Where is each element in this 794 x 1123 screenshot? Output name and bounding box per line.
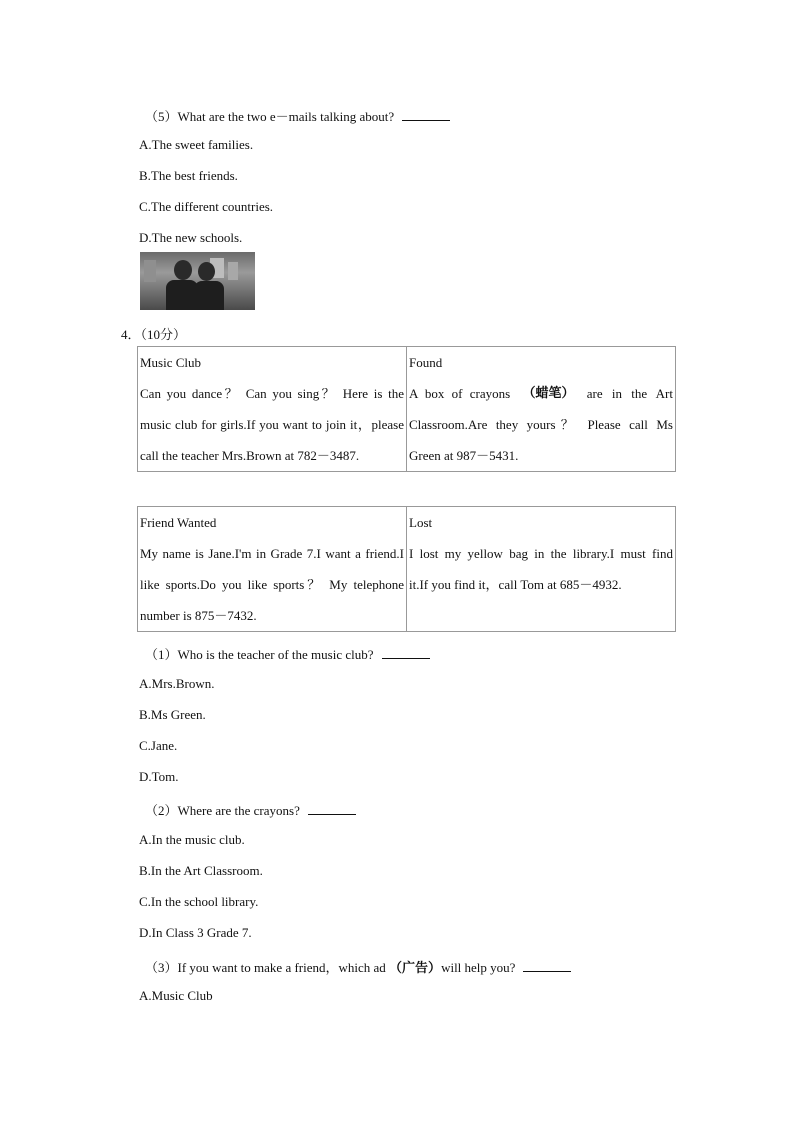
ad-line: Can you dance？ Can you sing？ Here is the bbox=[140, 386, 404, 401]
lost-ad bbox=[407, 507, 676, 632]
ad-line: Classroom.Are they yours？ Please call Ms bbox=[409, 417, 673, 432]
ad-line: Green at 987－5431. bbox=[409, 448, 519, 463]
ad-title: Found bbox=[409, 355, 443, 370]
q2-option-d: D.In Class 3 Grade 7. bbox=[139, 925, 252, 940]
q2-option-a: A.In the music club. bbox=[139, 832, 245, 847]
q1-question: （1）Who is the teacher of the music club? bbox=[145, 644, 430, 663]
ads-table-bottom bbox=[137, 506, 676, 632]
q5-option-a: A.The sweet families. bbox=[139, 137, 254, 152]
ad-line: I lost my yellow bag in the library.I must find bbox=[409, 546, 673, 561]
ad-title: Lost bbox=[409, 515, 433, 530]
q2-option-b: B.In the Art Classroom. bbox=[139, 863, 263, 878]
friend-wanted-ad bbox=[138, 507, 407, 632]
q5-option-c: C.The different countries. bbox=[139, 199, 274, 214]
ad-line: number is 875－7432. bbox=[140, 608, 257, 623]
q1-option-c: C.Jane. bbox=[139, 738, 178, 753]
answer-blank[interactable] bbox=[382, 648, 430, 659]
section-heading: 4．（10分） bbox=[121, 327, 187, 342]
q5-option-b: B.The best friends. bbox=[139, 168, 238, 183]
ads-table-top bbox=[137, 346, 676, 472]
q2-option-c: C.In the school library. bbox=[139, 894, 259, 909]
answer-blank[interactable] bbox=[308, 804, 356, 815]
ad-title: Friend Wanted bbox=[140, 515, 217, 530]
ad-line: like sports.Do you like sports？ My telephone bbox=[140, 577, 404, 592]
found-ad bbox=[407, 347, 676, 472]
ad-line: A box of crayons （蜡笔） are in the Art bbox=[409, 386, 673, 401]
q2-question: （2）Where are the crayons? bbox=[145, 800, 356, 819]
ad-line: My name is Jane.I'm in Grade 7.I want a friend.I bbox=[140, 546, 404, 561]
q3-question: （3）If you want to make a friend，which ad （广告）will help you? bbox=[145, 957, 571, 976]
music-club-ad bbox=[138, 347, 407, 472]
answer-blank[interactable] bbox=[402, 110, 450, 121]
q3-option-a: A.Music Club bbox=[139, 988, 213, 1003]
answer-blank[interactable] bbox=[523, 961, 571, 972]
two-boys-photo bbox=[140, 252, 255, 310]
q1-option-a: A.Mrs.Brown. bbox=[139, 676, 215, 691]
ad-line: it.If you find it，call Tom at 685－4932. bbox=[409, 577, 622, 592]
ad-line bbox=[407, 600, 675, 631]
ad-title: Music Club bbox=[140, 355, 202, 370]
ad-line: call the teacher Mrs.Brown at 782－3487. bbox=[140, 448, 360, 463]
q1-option-d: D.Tom. bbox=[139, 769, 179, 784]
ad-line: music club for girls.If you want to join it，please bbox=[140, 417, 404, 432]
q1-option-b: B.Ms Green. bbox=[139, 707, 206, 722]
q5-question: （5）What are the two e－mails talking about? bbox=[145, 106, 450, 125]
q5-option-d: D.The new schools. bbox=[139, 230, 243, 245]
